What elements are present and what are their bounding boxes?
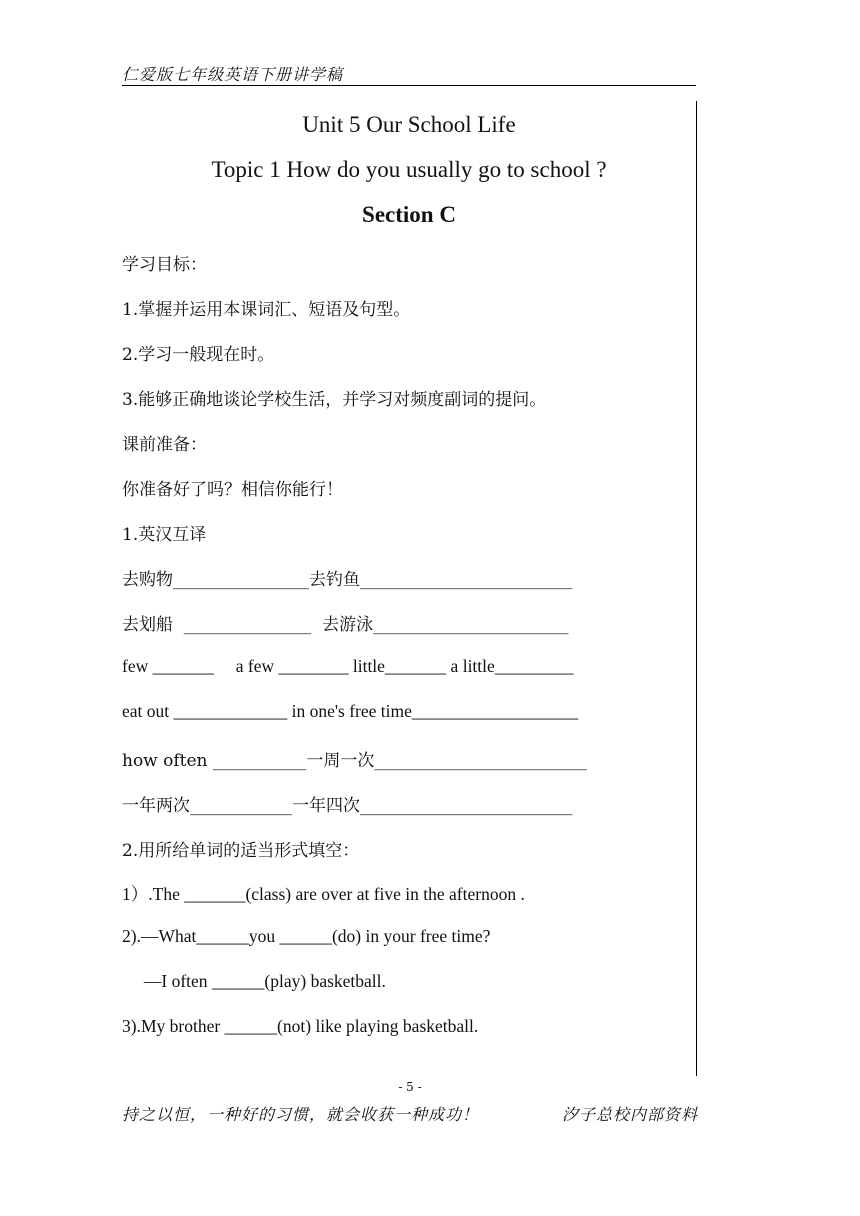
exercise-1-heading: 1.英汉互译 <box>122 525 207 545</box>
header-divider <box>122 85 696 86</box>
unit-title: Unit 5 Our School Life <box>302 112 516 137</box>
preparation-heading: 课前准备： <box>122 435 207 455</box>
page-number: - 5 - <box>398 1080 422 1094</box>
exercise-1-row-5: how often ___________一周一次_________________________ <box>122 751 587 771</box>
exercise-1-row-2: 去划船 _______________ 去游泳_______________________ <box>122 615 569 635</box>
exercise-2-item-3: 3).My brother ______(not) like playing basketball. <box>122 1016 479 1036</box>
exercise-2-item-2-answer: —I often ______(play) basketball. <box>122 971 386 991</box>
exercise-1-row-4: eat out _____________ in one's free time___________________ <box>122 701 579 721</box>
right-margin-rule <box>696 101 697 1076</box>
exercise-2-item-2: 2).—What______you ______(do) in your free time? <box>122 926 491 946</box>
objective-2: 2.学习一般现在时。 <box>122 345 275 365</box>
objective-3: 3.能够正确地谈论学校生活，并学习对频度副词的提问。 <box>122 390 547 410</box>
objective-1: 1.掌握并运用本课词汇、短语及句型。 <box>122 300 411 320</box>
topic-title: Topic 1 How do you usually go to school ? <box>211 157 607 182</box>
footer-motto: 持之以恒，一种好的习惯，就会收获一种成功！ <box>122 1105 480 1124</box>
encouragement-line: 你准备好了吗？相信你能行！ <box>122 480 343 500</box>
section-title: Section C <box>362 202 456 227</box>
footer-source: 汐子总校内部资料 <box>562 1105 699 1124</box>
exercise-1-row-1: 去购物________________去钓鱼_________________________ <box>122 570 573 590</box>
exercise-1-row-3: few _______ a few ________ little_______ a little_________ <box>122 656 574 676</box>
exercise-2-item-1: 1）.The _______(class) are over at five in the afternoon . <box>122 884 525 904</box>
exercise-2-heading: 2.用所给单词的适当形式填空： <box>122 841 360 861</box>
objectives-heading: 学习目标： <box>122 255 207 275</box>
header-title: 仁爱版七年级英语下册讲学稿 <box>122 65 344 84</box>
exercise-1-row-6: 一年两次____________一年四次_________________________ <box>122 796 573 816</box>
